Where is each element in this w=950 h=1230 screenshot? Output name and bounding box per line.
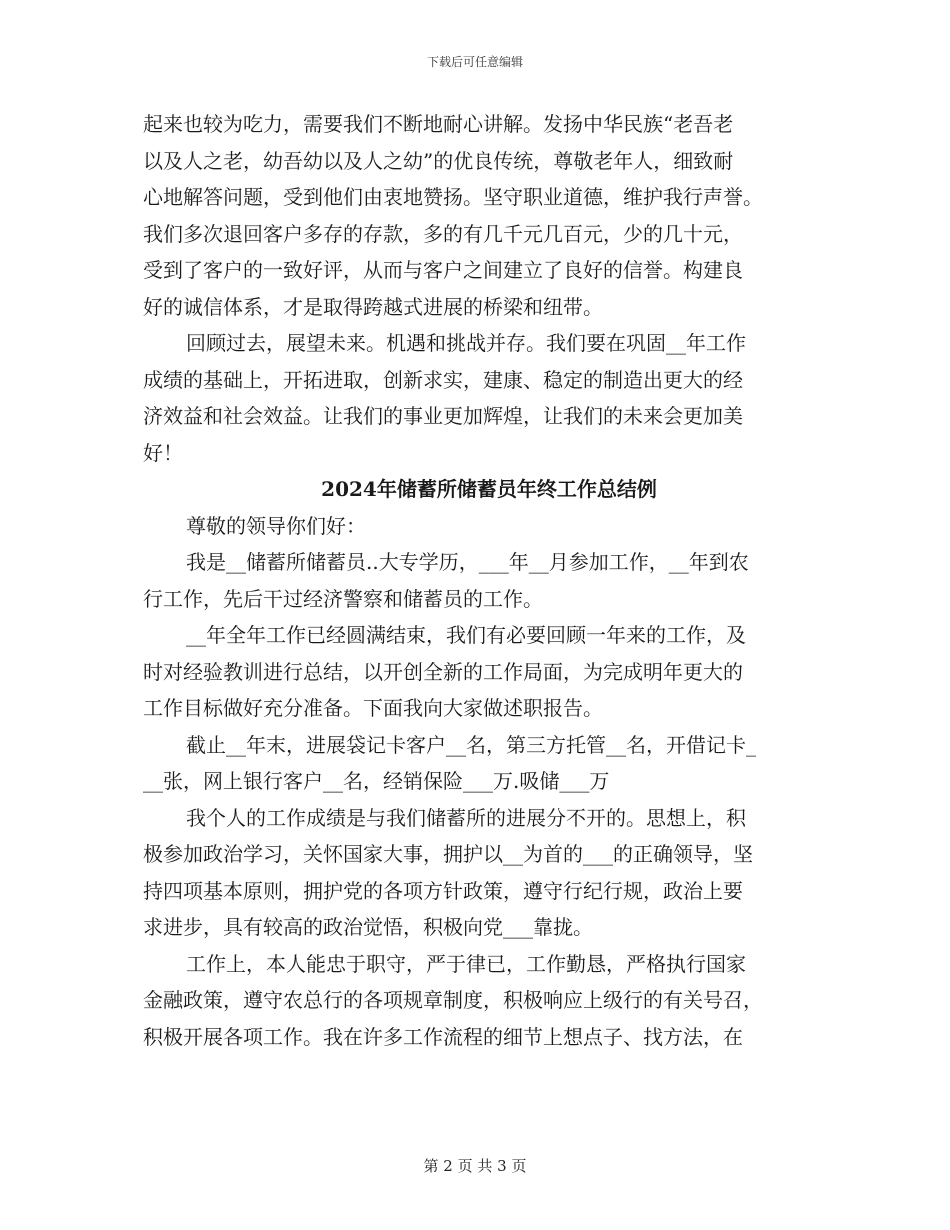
page-footer: 第 2 页 共 3 页 xyxy=(423,1157,527,1175)
text-line: 受到了客户的一致好评，从而与客户之间建立了良好的信誉。构建良 xyxy=(143,258,743,282)
text-line: 积极开展各项工作。我在许多工作流程的细节上想点子、找方法，在 xyxy=(143,1024,743,1049)
text-line: 工作上，本人能忠于职守，严于律已，工作勤恳，严格执行国家 xyxy=(186,951,746,976)
text-line: 心地解答问题，受到他们由衷地赞扬。坚守职业道德，维护我行声誉。 xyxy=(143,185,763,209)
text-line: 持四项基本原则，拥护党的各项方针政策，遵守行纪行规，政治上要 xyxy=(143,878,743,903)
text-line: 成绩的基础上，开拓进取，创新求实，建康、稳定的制造出更大的经 xyxy=(143,367,743,392)
text-line: 起来也较为吃力，需要我们不断地耐心讲解。发扬中华民族“老吾老 xyxy=(143,112,734,136)
text-line: __年全年工作已经圆满结束，我们有必要回顾一年来的工作，及 xyxy=(186,623,746,647)
text-line: 时对经验教训进行总结，以开创全新的工作局面，为完成明年更大的 xyxy=(143,659,743,684)
text-line: 以及人之老，幼吾幼以及人之幼”的优良传统，尊敬老年人，细致耐 xyxy=(143,148,734,173)
text-line: 济效益和社会效益。让我们的事业更加辉煌，让我们的未来会更加美 xyxy=(143,404,743,428)
page-header: 下载后可任意编辑 xyxy=(426,55,523,69)
text-line: 尊敬的领导你们好： xyxy=(186,513,366,538)
text-line: 好的诚信体系，才是取得跨越式进展的桥梁和纽带。 xyxy=(143,294,603,319)
text-line: 极参加政治学习，关怀国家大事，拥护以__为首的___的正确领导，坚 xyxy=(143,842,753,866)
document-body xyxy=(143,106,815,1055)
text-line: 金融政策，遵守农总行的各项规章制度，积极响应上级行的有关号召， xyxy=(143,988,763,1012)
text-line: 我是__储蓄所储蓄员..大专学历，___年__月参加工作，__年到农 xyxy=(186,550,749,574)
text-line: 求进步，具有较高的政治觉悟，积极向党___靠拢。 xyxy=(143,915,593,939)
text-line: 截止__年末，进展袋记卡客户__名，第三方托管__名，开借记卡_ xyxy=(186,732,756,757)
text-line: __张，网上银行客户__名，经销保险___万.吸储___万 xyxy=(143,769,610,793)
text-line: 回顾过去，展望未来。机遇和挑战并存。我们要在巩固__年工作 xyxy=(186,331,746,355)
text-line: 行工作，先后干过经济警察和储蓄员的工作。 xyxy=(143,586,543,611)
text-line: 工作目标做好充分准备。下面我向大家做述职报告。 xyxy=(143,696,603,720)
text-line: 好！ xyxy=(143,440,183,465)
text-line: 我们多次退回客户多存的存款，多的有几千元几百元，少的几十元， xyxy=(143,221,743,246)
section-title: 2024年储蓄所储蓄员年终工作总结例 xyxy=(321,477,657,501)
text-line: 我个人的工作成绩是与我们储蓄所的进展分不开的。思想上，积 xyxy=(186,805,746,830)
